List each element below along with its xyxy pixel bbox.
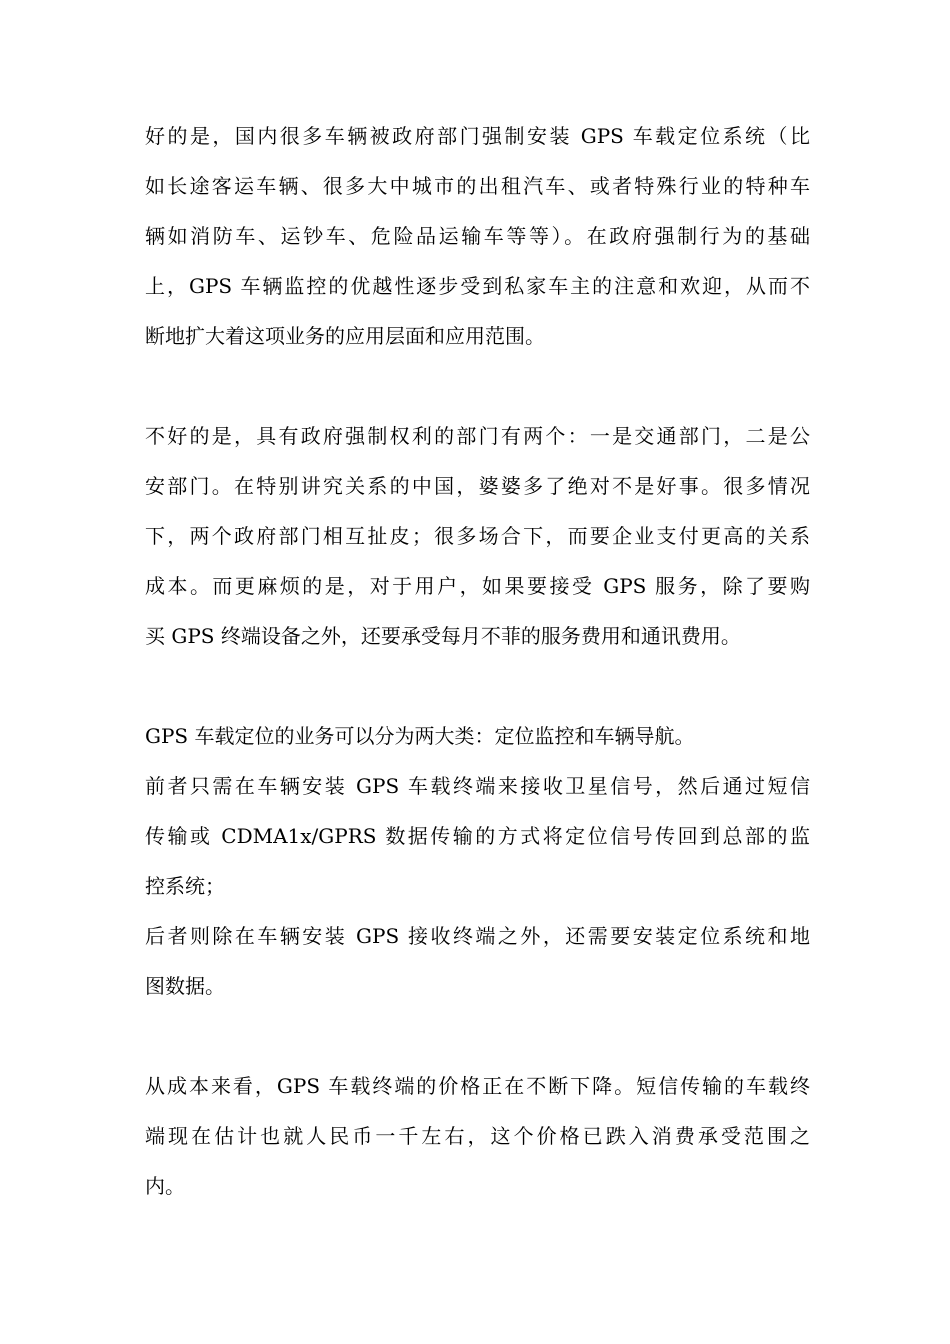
- text-line: 控系统；: [145, 874, 225, 898]
- text-line: 如长途客运车辆、很多大中城市的出租汽车、或者特殊行业的特种车: [145, 174, 810, 198]
- text-line: 内。: [145, 1174, 185, 1198]
- text-line: 传输或 CDMA1x/GPRS 数据传输的方式将定位信号传回到总部的监: [145, 824, 810, 848]
- text-line: 后者则除在车辆安装 GPS 接收终端之外，还需要安装定位系统和地: [145, 924, 810, 948]
- text-line: GPS 车载定位的业务可以分为两大类：定位监控和车辆导航。: [145, 724, 695, 748]
- text-line: 上，GPS 车辆监控的优越性逐步受到私家车主的注意和欢迎，从而不: [145, 274, 810, 298]
- text-line: 好的是，国内很多车辆被政府部门强制安装 GPS 车载定位系统（比: [145, 124, 810, 148]
- text-line: 端现在估计也就人民币一千左右，这个价格已跌入消费承受范围之: [145, 1124, 810, 1148]
- text-line: 不好的是，具有政府强制权利的部门有两个：一是交通部门，二是公: [145, 424, 810, 448]
- text-line: 从成本来看，GPS 车载终端的价格正在不断下降。短信传输的车载终: [145, 1074, 810, 1098]
- text-line: 断地扩大着这项业务的应用层面和应用范围。: [145, 324, 545, 348]
- text-line: 买 GPS 终端设备之外，还要承受每月不菲的服务费用和通讯费用。: [145, 624, 741, 648]
- text-line: 前者只需在车辆安装 GPS 车载终端来接收卫星信号，然后通过短信: [145, 774, 810, 798]
- text-line: 安部门。在特别讲究关系的中国，婆婆多了绝对不是好事。很多情况: [145, 474, 810, 498]
- text-line: 图数据。: [145, 974, 225, 998]
- text-line: 成本。而更麻烦的是，对于用户，如果要接受 GPS 服务，除了要购: [145, 574, 810, 598]
- text-line: 下，两个政府部门相互扯皮；很多场合下，而要企业支付更高的关系: [145, 524, 810, 548]
- text-line: 辆如消防车、运钞车、危险品运输车等等）。在政府强制行为的基础: [145, 224, 810, 248]
